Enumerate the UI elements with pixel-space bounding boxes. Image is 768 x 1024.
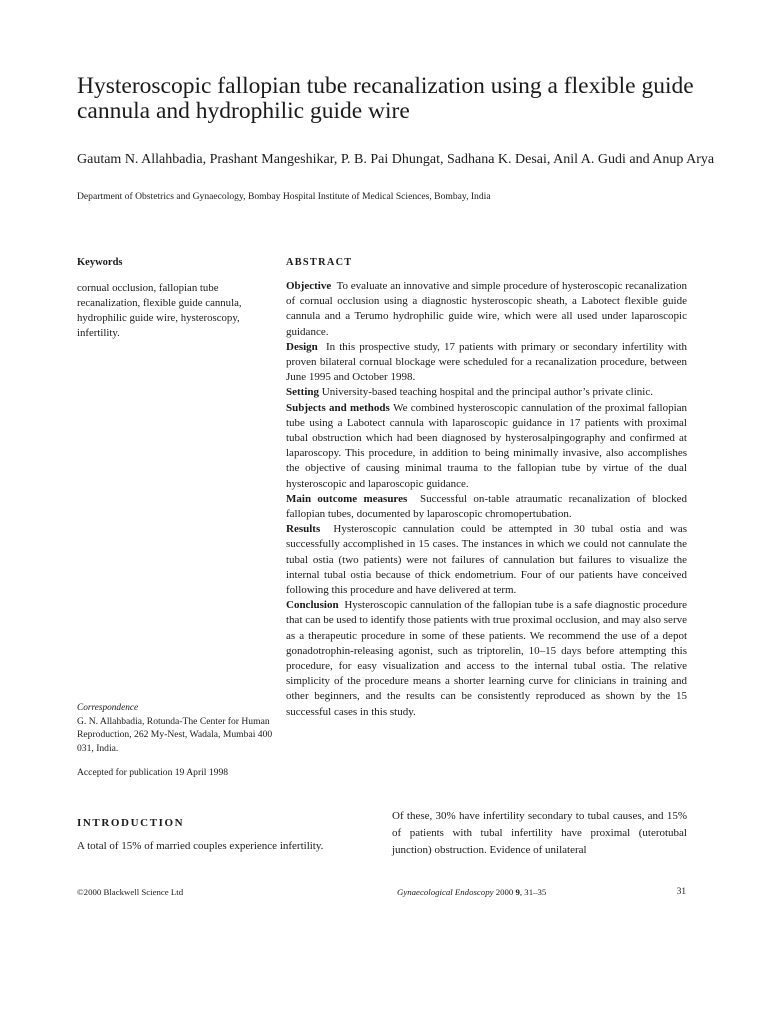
copyright-notice: ©2000 Blackwell Science Ltd — [77, 887, 184, 897]
abstract-text: University-based teaching hospital and the principal author’s private clinic. — [321, 386, 653, 399]
keywords-text: cornual occlusion, fallopian tube recanalization, flexible guide cannula, hydrophilic guide wire, hysteroscopy, infertility. — [77, 282, 242, 339]
abstract-text: Hysteroscopic cannulation of the fallopian tube is a safe diagnostic procedure that can be used to identify those patients with true proximal occlusion, and may also serve as a therapeutic procedure in some of these patients. We recommend the use of a depot gonadotrophin-releasing agonist, such as triptorelin, 10–15 days before attempting this procedure, for easy visualization and access to the internal tubal ostia. The relative simplicity of the procedure means a shorter learning curve for clinicians in training and other beginners, and the results can be consistently reproduced as shown by the 15 successful cases in this study. — [286, 599, 688, 718]
correspondence-address: G. N. Allahbadia, Rotunda-The Center for Human Reproduction, 262 My-Nest, Wadala, Mumbai 400 031, India. — [77, 716, 273, 754]
introduction-text-right: Of these, 30% have infertility secondary to tubal causes, and 15% of patients with tubal infertility have proximal (uterotubal junction) obstruction. Evidence of unilateral — [392, 810, 687, 856]
journal-name: Gynaecological Endoscopy — [397, 887, 494, 897]
abstract-conclusion — [286, 598, 687, 720]
journal-pages: , 31–35 — [519, 887, 547, 897]
accepted-date: Accepted for publication 19 April 1998 — [77, 767, 229, 778]
abstract-setting — [286, 385, 687, 400]
abstract-text: We combined hysteroscopic cannulation of the proximal fallopian tube using a Labotect cannula with laparoscopic guidance in 17 patients with proximal tubal obstruction which had been diagnosed by hysterosalpingography and confirmed at laparoscopy. This procedure, in addition to being minimally invasive, also accomplishes the objective of causing minimal trauma to the fallopian tube by virtue of the dual hysteroscopic and laparoscopic guidance. — [286, 401, 688, 490]
introduction-text-left: A total of 15% of married couples experience infertility. — [77, 840, 324, 852]
abstract-objective — [286, 279, 687, 340]
abstract-label: Subjects and methods — [286, 401, 390, 414]
abstract-text: Hysteroscopic cannulation could be attempted in 30 tubal ostia and was successfully accomplished in 15 cases. The instances in which we could not cannulate the tubal ostia (two patients) were not failures of cannulation but failures to visualize the internal tubal ostia because of thick endometrium. Four of our patients have conceived following this procedure and have delivered at term. — [286, 523, 687, 597]
keywords-heading: Keywords — [77, 257, 123, 268]
journal-year: 2000 — [495, 887, 514, 897]
abstract-outcome-measures — [286, 492, 687, 522]
affiliation: Department of Obstetrics and Gynaecology, Bombay Hospital Institute of Medical Sciences, Bombay, India — [77, 191, 491, 202]
journal-citation — [397, 887, 546, 897]
abstract-label: Design — [286, 340, 318, 353]
journal-volume: 9 — [515, 887, 520, 897]
abstract-text: In this prospective study, 17 patients with primary or secondary infertility with proven bilateral cornual blockage were scheduled for a recanalization procedure, between June 1995 and October 1998. — [286, 340, 688, 384]
page-number: 31 — [676, 887, 686, 897]
abstract-heading: ABSTRACT — [286, 257, 353, 268]
introduction-heading: INTRODUCTION — [77, 817, 185, 829]
article-title: Hysteroscopic fallopian tube recanalization using a flexible guide cannula and hydrophilic guide wire — [77, 73, 694, 124]
abstract-label: Main outcome measures — [286, 492, 408, 505]
abstract-label: Setting — [286, 386, 319, 399]
abstract-body — [286, 279, 687, 720]
abstract-text: Successful on-table atraumatic recanalization of blocked fallopian tubes, documented by laparoscopic chromopertubation. — [286, 492, 687, 521]
abstract-text: To evaluate an innovative and simple procedure of hysteroscopic recanalization of cornual occlusion using a diagnostic hysteroscopic sheath, a Labotect flexible guide cannula and a Terumo hydrophilic guide wire, which were all used under laparoscopic guidance. — [286, 280, 687, 338]
author-list: Gautam N. Allahbadia, Prashant Mangeshikar, P. B. Pai Dhungat, Sadhana K. Desai, Anil A. Gudi and Anup Arya — [77, 152, 715, 167]
abstract-results — [286, 522, 687, 598]
abstract-label: Conclusion — [286, 599, 339, 612]
abstract-subjects-methods — [286, 401, 687, 492]
abstract-design — [286, 340, 687, 386]
correspondence-heading: Correspondence — [77, 703, 139, 713]
abstract-label: Objective — [286, 280, 332, 292]
abstract-label: Results — [286, 523, 321, 536]
